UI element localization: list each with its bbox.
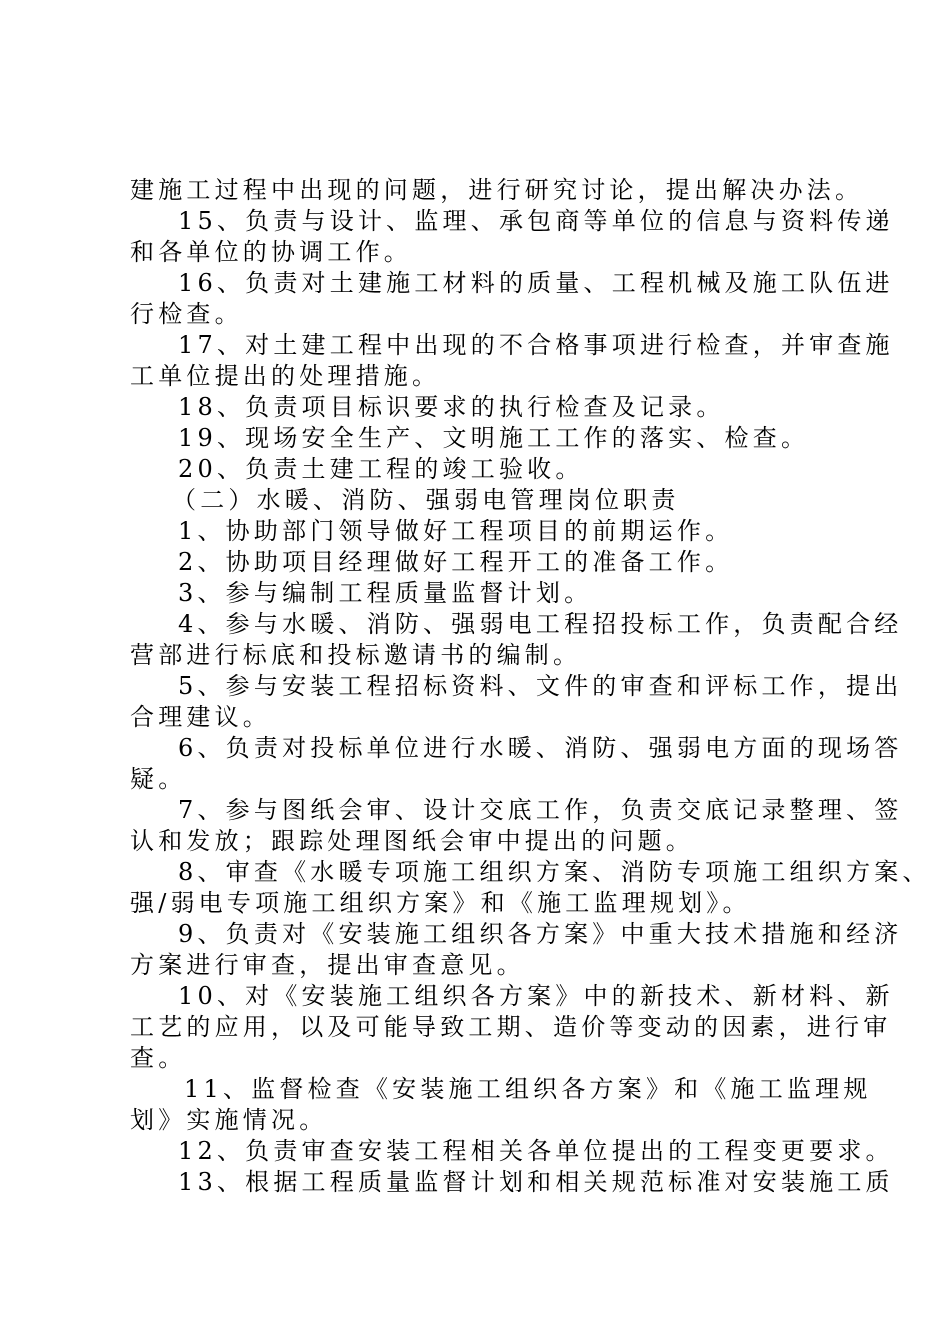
text-line: 17、对土建工程中出现的不合格事项进行检查，并审查施 — [178, 331, 894, 359]
text-line: 15、负责与设计、监理、承包商等单位的信息与资料传递 — [178, 207, 894, 235]
text-line: 工艺的应用，以及可能导致工期、造价等变动的因素，进行审 — [130, 1013, 892, 1041]
text-line: 工单位提出的处理措施。 — [130, 362, 441, 390]
text-line: 5、参与安装工程招标资料、文件的审查和评标工作，提出 — [178, 672, 903, 700]
text-line: 建施工过程中出现的问题，进行研究讨论，提出解决办法。 — [130, 176, 864, 204]
text-line: 8、审查《水暖专项施工组织方案、消防专项施工组织方案、 — [178, 858, 931, 886]
text-line: 9、负责对《安装施工组织各方案》中重大技术措施和经济 — [178, 920, 903, 948]
text-line: 行检查。 — [130, 300, 243, 328]
text-line: 7、参与图纸会审、设计交底工作，负责交底记录整理、签 — [178, 796, 903, 824]
text-line: 营部进行标底和投标邀请书的编制。 — [130, 641, 582, 669]
text-line: 查。 — [130, 1044, 187, 1072]
text-line: 4、参与水暖、消防、强弱电工程招投标工作，负责配合经 — [178, 610, 903, 638]
text-line: 认和发放；跟踪处理图纸会审中提出的问题。 — [130, 827, 694, 855]
text-line: 强/弱电专项施工组织方案》和《施工监理规划》。 — [130, 889, 751, 917]
text-line: 19、现场安全生产、文明施工工作的落实、检查。 — [178, 424, 810, 452]
text-line: 合理建议。 — [130, 703, 271, 731]
text-line: 16、负责对土建施工材料的质量、工程机械及施工队伍进 — [178, 269, 894, 297]
text-line: 13、根据工程质量监督计划和相关规范标准对安装施工质 — [178, 1168, 894, 1196]
text-line: 疑。 — [130, 765, 187, 793]
text-line: 12、负责审查安装工程相关各单位提出的工程变更要求。 — [178, 1137, 894, 1165]
text-line: 11、监督检查《安装施工组织各方案》和《施工监理规 — [184, 1075, 872, 1103]
text-line: 方案进行审查，提出审查意见。 — [130, 951, 525, 979]
text-line: 2、协助项目经理做好工程开工的准备工作。 — [178, 548, 734, 576]
text-line: 划》实施情况。 — [130, 1106, 328, 1134]
text-line: 3、参与编制工程质量监督计划。 — [178, 579, 593, 607]
text-line: 18、负责项目标识要求的执行检查及记录。 — [178, 393, 725, 421]
text-line: 6、负责对投标单位进行水暖、消防、强弱电方面的现场答 — [178, 734, 903, 762]
text-line: 和各单位的协调工作。 — [130, 238, 412, 266]
text-line: 20、负责土建工程的竣工验收。 — [178, 455, 584, 483]
text-line: 10、对《安装施工组织各方案》中的新技术、新材料、新 — [178, 982, 894, 1010]
text-line: 1、协助部门领导做好工程项目的前期运作。 — [178, 517, 734, 545]
section-heading: （二）水暖、消防、强弱电管理岗位职责 — [172, 486, 680, 514]
